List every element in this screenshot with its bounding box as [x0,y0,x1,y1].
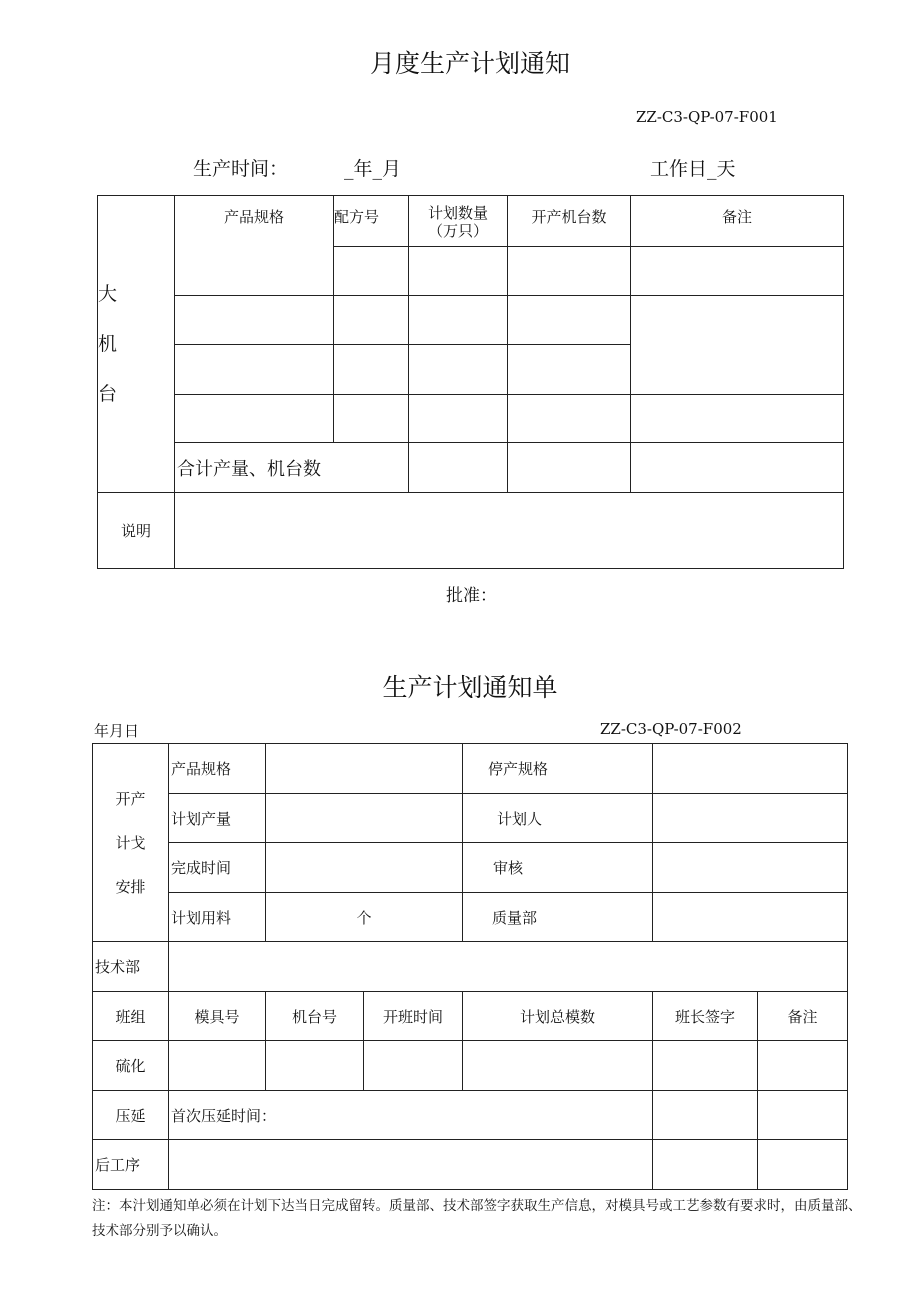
cell[interactable] [508,395,631,443]
cell[interactable] [364,1041,463,1091]
footnote: 注：本汁划通知单必须在计划下达当日完成留转。质量部、技术部签字获取生产信息，对模具号或工艺参数有要求时，由质量部、技术部分别予以确认。 [92,1198,862,1239]
first-extrude-time-label: 首次压延时间： [171,1106,277,1125]
cell[interactable] [334,247,409,296]
total-molds-header: 计划总模数 [463,992,653,1041]
col-header-qty: 计划数量 （万只） [409,196,508,247]
col-header-remark: 备注 [631,196,844,247]
schedule-side-label: 开产 计戈 安排 [93,744,169,942]
cell[interactable] [653,1091,758,1140]
cell[interactable] [508,345,631,395]
cell[interactable] [508,296,631,345]
vulcanize-label: 硫化 [93,1041,169,1091]
cell[interactable] [508,443,631,493]
stop-spec-field[interactable] [653,744,848,794]
quality-field[interactable] [653,893,848,942]
spec-field[interactable] [266,744,463,794]
cell[interactable] [653,1140,758,1190]
cell[interactable] [175,395,334,443]
cell[interactable] [175,296,334,345]
plan-notice-table [92,743,848,1190]
col-header-machines: 开产机台数 [508,196,631,247]
finish-time-field[interactable] [266,843,463,893]
cell[interactable] [266,1041,364,1091]
material-label: 计划用料 [169,893,266,942]
remark-header: 备注 [758,992,848,1041]
extrude-label: 压延 [93,1091,169,1140]
mold-header: 模具号 [169,992,266,1041]
cell[interactable] [758,1091,848,1140]
cell[interactable] [631,443,844,493]
review-field[interactable] [653,843,848,893]
total-label: 合计产量、机台数 [175,443,409,493]
finish-time-label: 完成时间 [169,843,266,893]
cell[interactable] [334,395,409,443]
production-time-label: 生产时间： [193,158,289,180]
form1-title: 月度生产计划通知 [369,49,570,78]
cell[interactable] [409,296,508,345]
monthly-plan-table [97,195,844,569]
cell[interactable] [631,395,844,443]
workdays-field: 工作日_天 [650,158,736,180]
col-header-formula: 配方号 [334,196,409,247]
cell[interactable] [409,395,508,443]
post-process-label: 后工序 [93,1140,169,1190]
planner-label: 计划人 [463,794,653,843]
first-extrude-time-field[interactable] [169,1091,653,1140]
review-label: 审核 [463,843,653,893]
team-header: 班组 [93,992,169,1041]
cell[interactable] [409,443,508,493]
cell[interactable] [409,247,508,296]
cell[interactable] [631,296,844,395]
start-time-header: 开班时间 [364,992,463,1041]
cell[interactable] [631,247,844,296]
spec-label: 产品规格 [169,744,266,794]
cell[interactable] [169,1041,266,1091]
approve-label: 批准： [446,586,497,606]
cell[interactable] [508,247,631,296]
cell[interactable] [758,1140,848,1190]
note-label: 说明 [98,493,175,569]
cell[interactable] [653,1041,758,1091]
cell[interactable] [175,345,334,395]
cell[interactable] [758,1041,848,1091]
note-field[interactable] [175,493,844,569]
material-unit: 个 [356,908,372,927]
cell[interactable] [409,345,508,395]
form2-code: ZZ-C3-QP-07-F002 [600,720,742,738]
cell[interactable] [169,1140,653,1190]
material-field[interactable] [266,893,463,942]
cell[interactable] [334,345,409,395]
year-month-field: _年_月 [344,158,402,180]
form1-code: ZZ-C3-QP-07-F001 [636,108,778,126]
leader-sign-header: 班长签字 [653,992,758,1041]
tech-field[interactable] [169,942,848,992]
machine-header: 机台号 [266,992,364,1041]
col-header-spec: 产品规格 [175,196,334,296]
tech-label: 技术部 [93,942,169,992]
planner-field[interactable] [653,794,848,843]
cell[interactable] [463,1041,653,1091]
output-label: 计划产量 [169,794,266,843]
quality-label: 质量部 [463,893,653,942]
cell[interactable] [334,296,409,345]
stop-spec-label: 停产规格 [463,744,653,794]
date-label: 年月日 [94,722,140,740]
large-machine-side-label: 大 机 台 [98,196,175,493]
form2-title: 生产计划通知单 [382,673,558,702]
output-field[interactable] [266,794,463,843]
